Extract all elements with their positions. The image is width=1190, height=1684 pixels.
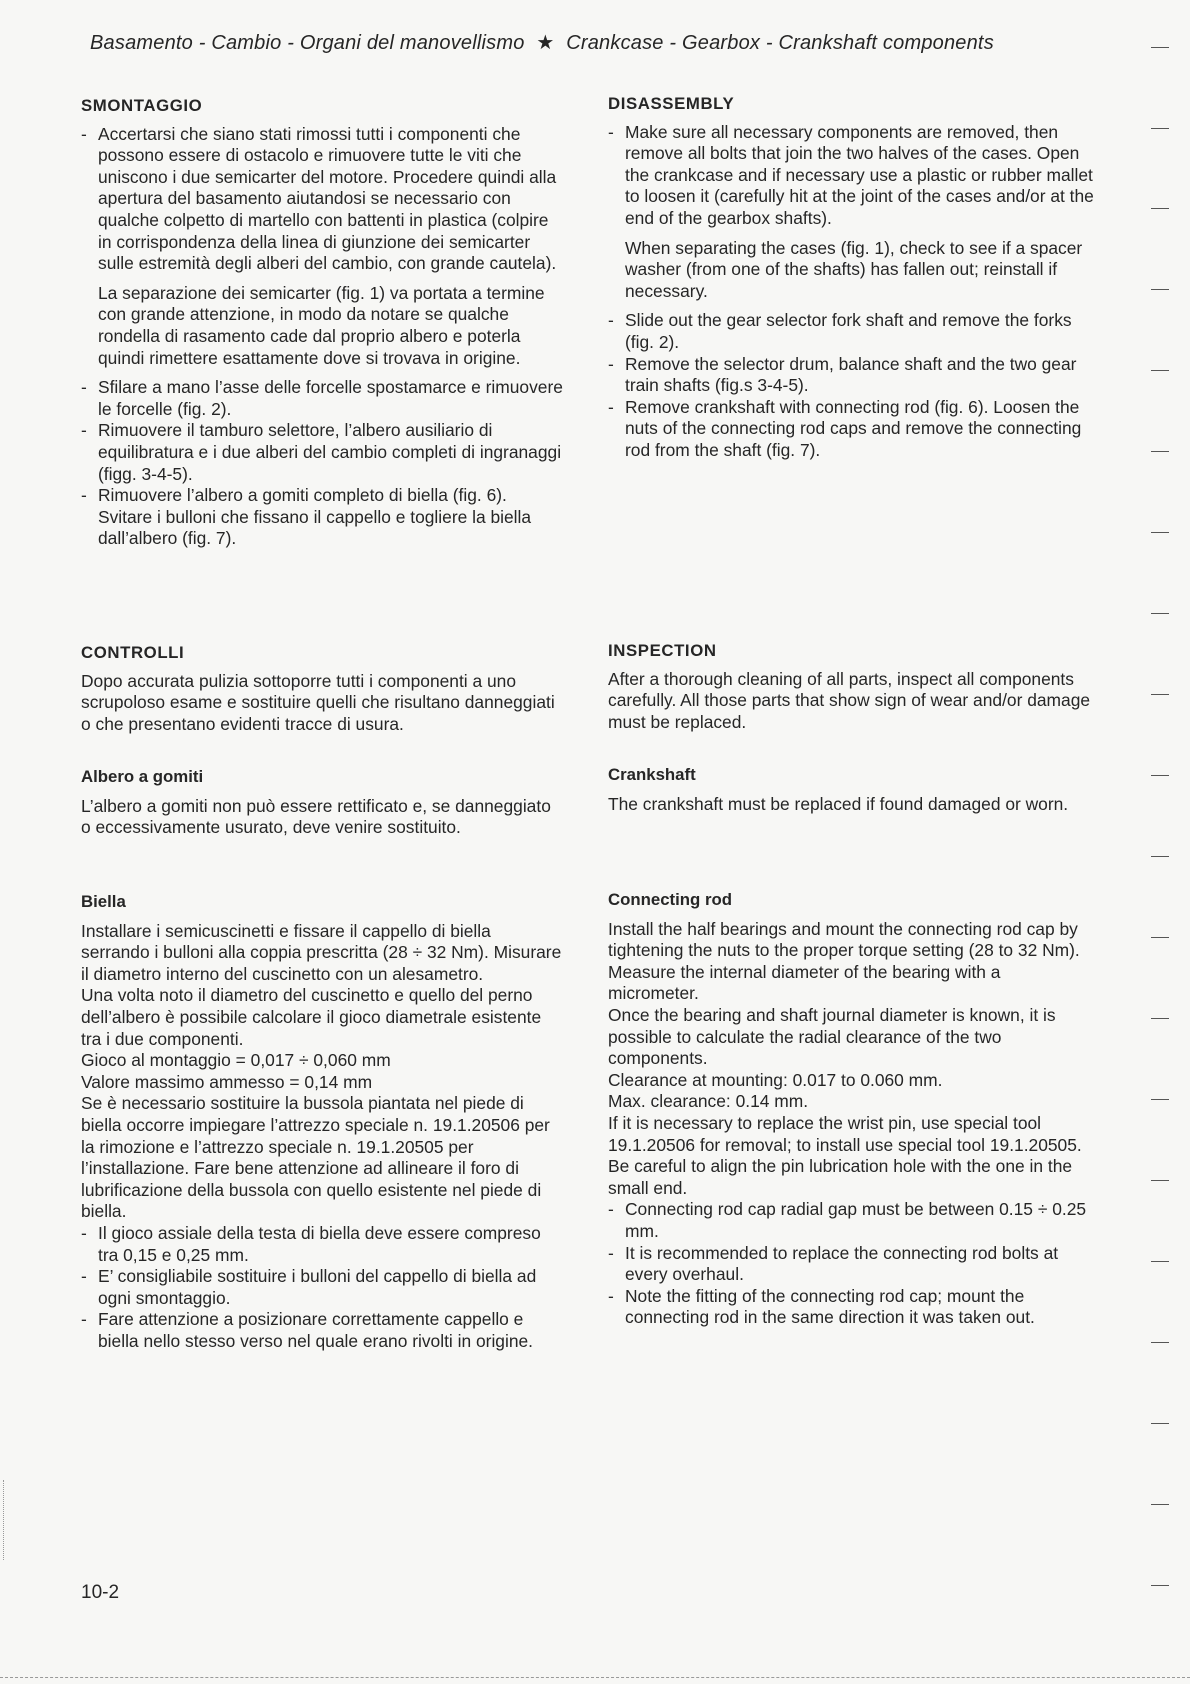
- list-item: - E’ consigliabile sostituire i bulloni del cappello di biella ad ogni smontaggio.: [81, 1266, 563, 1309]
- crankshaft-heading: Crankshaft: [608, 765, 696, 784]
- albero-section: [81, 766, 563, 839]
- rod-max-clearance: Max. clearance: 0.14 mm.: [608, 1091, 809, 1112]
- albero-heading: Albero a gomiti: [81, 767, 204, 786]
- edge-tick: [1151, 1261, 1169, 1262]
- header-italian-title: Basamento - Cambio - Organi del manovellismo: [90, 32, 525, 54]
- crankshaft-text: The crankshaft must be replaced if found damaged or worn.: [608, 793, 1069, 814]
- bottom-rule: [0, 1677, 1190, 1678]
- list-item: - Remove crankshaft with connecting rod (fig. 6). Loosen the nuts of the connecting rod caps and remove the connecting rod from the shaft (fig. 7).: [608, 397, 1095, 462]
- list-item: - Connecting rod cap radial gap must be between 0.15 ÷ 0.25 mm.: [608, 1199, 1095, 1242]
- smontaggio-list: [81, 124, 563, 275]
- inspection-heading: INSPECTION: [608, 641, 717, 660]
- header-english-title: Crankcase - Gearbox - Crankshaft components: [566, 32, 994, 54]
- edge-tick: [1151, 370, 1169, 371]
- biella-paragraph: Una volta noto il diametro del cuscinetto e quello del perno dell’albero è possibile calcolare il gioco diametrale esistente tra i due componenti.: [81, 985, 542, 1049]
- edge-tick: [1151, 532, 1169, 533]
- edge-tick: [1151, 1585, 1169, 1586]
- edge-tick: [1151, 1180, 1169, 1181]
- edge-tick: [1151, 1018, 1169, 1019]
- list-item: - Sfilare a mano l’asse delle forcelle spostamarce e rimuovere le forcelle (fig. 2).: [81, 377, 563, 420]
- header-star-separator: ★: [536, 32, 555, 54]
- biella-max-clearance: Valore massimo ammesso = 0,14 mm: [81, 1071, 373, 1092]
- disassembly-list-continued: [608, 310, 1095, 461]
- list-item: - Slide out the gear selector fork shaft and remove the forks (fig. 2).: [608, 310, 1095, 353]
- edge-tick: [1151, 289, 1169, 290]
- list-item: - Rimuovere l’albero a gomiti completo di biella (fig. 6). Svitare i bulloni che fissano il cappello e togliere la biella dall’albero (fig. 7).: [81, 485, 563, 550]
- disassembly-continuation: When separating the cases (fig. 1), check to see if a spacer washer (from one of the shafts) has fallen out; reinstall if necessary.: [625, 237, 1083, 301]
- disassembly-section: [608, 93, 1095, 462]
- rod-paragraph: Install the half bearings and mount the connecting rod cap by tightening the nuts to the proper torque setting (28 to 32 Nm). Measure the internal diameter of the bearing with a micrometer.: [608, 918, 1080, 1004]
- inspection-section: [608, 640, 1095, 733]
- edge-tick: [1151, 128, 1169, 129]
- rod-paragraph: Once the bearing and shaft journal diameter is known, it is possible to calculate the radial clearance of the two components.: [608, 1004, 1056, 1069]
- edge-tick: [1151, 856, 1169, 857]
- biella-section: [81, 891, 563, 1352]
- disassembly-list: [608, 122, 1095, 230]
- smontaggio-list-continued: [81, 377, 563, 550]
- list-item: - Fare attenzione a posizionare correttamente cappello e biella nello stesso verso nel quale erano rivolti in origine.: [81, 1309, 563, 1352]
- list-item: - Accertarsi che siano stati rimossi tutti i componenti che possono essere di ostacolo e rimuovere tutte le viti che uniscono i due semicarter del motore. Procedere quindi alla apertura del basamento aiutandosi se necessario con qualche colpetto di martello con battenti in plastica (colpire in corrispondenza della linea di giunzione dei semicarter sulle estremità degli alberi del cambio, con grande cautela).: [81, 124, 563, 275]
- connecting-rod-heading: Connecting rod: [608, 890, 732, 909]
- biella-heading: Biella: [81, 892, 126, 911]
- smontaggio-section: [81, 95, 563, 550]
- edge-tick: [1151, 208, 1169, 209]
- albero-text: L’albero a gomiti non può essere rettificato e, se danneggiato o eccessivamente usurato, deve venire sostituito.: [81, 795, 551, 838]
- edge-tick: [1151, 451, 1169, 452]
- page-header: [90, 30, 1100, 55]
- edge-tick: [1151, 47, 1169, 48]
- rod-paragraph: If it is necessary to replace the wrist pin, use special tool 19.1.20506 for removal; to install use special tool 19.1.20505. Be careful to align the pin lubrication hole with the one in the small end.: [608, 1112, 1082, 1198]
- smontaggio-continuation: La separazione dei semicarter (fig. 1) va portata a termine con grande attenzione, in modo da notare se qualche rondella di rasamento cade dal proprio albero e poterla quindi rimettere esattamente dove si trovava in origine.: [98, 282, 545, 368]
- list-item: - Note the fitting of the connecting rod cap; mount the connecting rod in the same direction it was taken out.: [608, 1286, 1095, 1329]
- inspection-text: After a thorough cleaning of all parts, inspect all components carefully. All those parts that show sign of wear and/or damage must be replaced.: [608, 668, 1091, 732]
- biella-paragraph: Installare i semicuscinetti e fissare il cappello di biella serrando i bulloni alla coppia prescritta (28 ÷ 32 Nm). Misurare il diametro interno del cuscinetto con un alesametro.: [81, 920, 562, 984]
- edge-tick: [1151, 1342, 1169, 1343]
- rod-clearance: Clearance at mounting: 0.017 to 0.060 mm.: [608, 1069, 943, 1090]
- left-edge-rule: [3, 1480, 4, 1560]
- biella-paragraph: Se è necessario sostituire la bussola piantata nel piede di biella occorre impiegare l’attrezzo speciale n. 19.1.20506 per la rimozione e l’attrezzo speciale n. 19.1.20505 per l’installazione. Fare bene attenzione ad allineare il foro di lubrificazione della bussola con quello esistente nel piede di biella.: [81, 1093, 550, 1222]
- biella-clearance: Gioco al montaggio = 0,017 ÷ 0,060 mm: [81, 1050, 391, 1071]
- edge-tick: [1151, 1423, 1169, 1424]
- edge-tick: [1151, 613, 1169, 614]
- connecting-rod-section: [608, 889, 1095, 1329]
- controlli-text: Dopo accurata pulizia sottoporre tutti i componenti a uno scrupoloso esame e sostituire quelli che risultano danneggiati o che presentano evidenti tracce di usura.: [81, 670, 555, 734]
- controlli-section: [81, 642, 563, 735]
- smontaggio-heading: SMONTAGGIO: [81, 96, 203, 115]
- list-item: - Remove the selector drum, balance shaft and the two gear train shafts (fig.s 3-4-5).: [608, 354, 1095, 397]
- list-item: - Rimuovere il tamburo selettore, l’albero ausiliario di equilibratura e i due alberi del cambio completi di ingranaggi (figg. 3-4-5).: [81, 420, 563, 485]
- edge-tick: [1151, 1504, 1169, 1505]
- list-item: - It is recommended to replace the connecting rod bolts at every overhaul.: [608, 1243, 1095, 1286]
- disassembly-heading: DISASSEMBLY: [608, 94, 735, 113]
- connecting-rod-list: [608, 1199, 1095, 1329]
- biella-list: [81, 1223, 563, 1353]
- page-number: 10-2: [81, 1582, 120, 1603]
- list-item: - Il gioco assiale della testa di biella deve essere compreso tra 0,15 e 0,25 mm.: [81, 1223, 563, 1266]
- list-item: - Make sure all necessary components are removed, then remove all bolts that join the two halves of the cases. Open the crankcase and if necessary use a plastic or rubber mallet to loosen it (carefully hit at the joint of the cases and/or at the end of the gearbox shafts).: [608, 122, 1095, 230]
- edge-tick: [1151, 937, 1169, 938]
- edge-tick: [1151, 694, 1169, 695]
- crankshaft-section: [608, 764, 1095, 815]
- edge-tick: [1151, 775, 1169, 776]
- controlli-heading: CONTROLLI: [81, 643, 185, 662]
- edge-tick: [1151, 1099, 1169, 1100]
